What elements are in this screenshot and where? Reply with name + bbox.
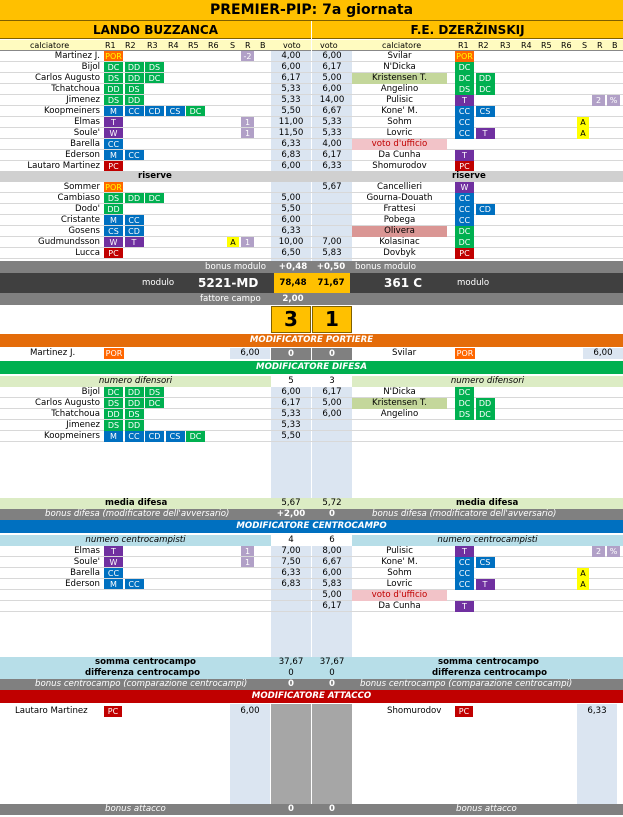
player-name: Kone' M. — [381, 106, 418, 116]
player-vote: 6,00 — [322, 568, 342, 578]
player-name: Koopmeiners — [44, 106, 100, 116]
player-vote: 5,33 — [281, 409, 301, 419]
player-name: Ederson — [65, 150, 100, 160]
role-badge: DC — [145, 73, 164, 84]
role-badge: M — [104, 215, 123, 226]
player-name: Soule' — [73, 128, 100, 138]
player-vote: 5,33 — [281, 420, 301, 430]
player-vote: 4,00 — [281, 51, 301, 61]
role-badge: PC — [104, 248, 123, 259]
player-vote: 6,50 — [281, 248, 301, 258]
role-badge: DC — [145, 193, 164, 204]
role-badge: CC — [455, 557, 474, 568]
mod-difesa-numrow: numero difensori 5 3 numero difensori — [0, 376, 623, 387]
role-badge: PC — [455, 161, 474, 172]
role-badge: T — [104, 117, 123, 128]
role-badge: DD — [125, 193, 144, 204]
role-badge: CC — [455, 215, 474, 226]
player-vote: 6,17 — [322, 150, 342, 160]
role-badge: W — [104, 128, 123, 139]
role-badge: POR — [105, 183, 122, 192]
role-badge: CC — [125, 579, 144, 590]
role-badge: POR — [105, 52, 122, 61]
player-vote: 6,17 — [322, 601, 342, 611]
role-badge: DS — [104, 95, 123, 106]
role-badge: M — [104, 106, 123, 117]
role-badge: DS — [104, 420, 123, 431]
player-vote: 6,33 — [281, 568, 301, 578]
role-badge: DC — [455, 62, 474, 73]
role-badge: DD — [104, 84, 123, 95]
mod-centro-header: MODIFICATORE CENTROCAMPO — [0, 520, 623, 533]
modulo-row: modulo 5221-MD 78,48 71,67 361 C modulo — [0, 273, 623, 293]
role-badge: DC — [455, 73, 474, 84]
role-badge: DS — [104, 73, 123, 84]
player-name: Martinez J. — [54, 51, 100, 61]
role-badge: T — [104, 546, 123, 557]
home-player-row — [0, 420, 623, 431]
bonus-modulo-row: bonus modulo +0,48 +0,50 bonus modulo — [0, 261, 623, 273]
player-vote: 5,33 — [281, 95, 301, 105]
role-badge: CC — [455, 106, 474, 117]
away-player-row — [0, 579, 623, 590]
player-name: Lovric — [386, 579, 413, 589]
player-name: N'Dicka — [383, 62, 416, 72]
player-vote: 5,83 — [322, 579, 342, 589]
role-badge: DD — [104, 409, 123, 420]
away-modulo: 361 C — [384, 276, 423, 290]
role-badge: DD — [125, 73, 144, 84]
player-vote: 5,67 — [322, 182, 342, 192]
role-badge: DD — [125, 95, 144, 106]
bonus-badge: -2 — [241, 51, 254, 62]
fattore-campo-row: fattore campo 2,00 — [0, 293, 623, 305]
player-vote: 6,17 — [322, 62, 342, 72]
player-name: Jimenez — [66, 420, 100, 430]
away-player-row — [0, 557, 623, 568]
status-s-badge: A — [577, 128, 589, 139]
player-vote: 5,00 — [322, 590, 342, 600]
role-badge: CC — [455, 579, 474, 590]
player-name: Cristante — [60, 215, 100, 225]
role-badge: DS — [145, 62, 164, 73]
role-badge: CD — [145, 106, 164, 117]
player-name: Sohm — [387, 117, 412, 127]
player-name: Tchatchoua — [51, 409, 100, 419]
player-vote: 6,00 — [322, 51, 342, 61]
media-difesa-row: media difesa 5,67 5,72 media difesa — [0, 498, 623, 509]
player-name: Kristensen T. — [352, 73, 447, 84]
role-badge: CC — [104, 139, 123, 150]
player-name: Carlos Augusto — [35, 398, 100, 408]
role-badge: DD — [125, 398, 144, 409]
role-badge: DC — [455, 387, 474, 398]
player-vote: 6,17 — [281, 398, 301, 408]
player-name: Koopmeiners — [44, 431, 100, 441]
bonus-badge: 2 — [592, 95, 605, 106]
player-vote: 6,33 — [281, 139, 301, 149]
player-name: Gourna-Douath — [366, 193, 433, 203]
player-vote — [312, 248, 352, 259]
player-name: Barella — [70, 568, 100, 578]
mod-attacco-row: Lautaro Martinez PC 6,00 Shomurodov PC 6,33 — [15, 706, 607, 716]
role-badge: DC — [186, 431, 205, 442]
away-player-row — [0, 546, 623, 557]
player-name: Carlos Augusto — [35, 73, 100, 83]
bonus-attacco-row: bonus attacco 0 0 bonus attacco — [0, 804, 623, 815]
player-vote: 6,67 — [322, 106, 342, 116]
role-badge: DC — [476, 409, 495, 420]
role-badge: DS — [455, 409, 474, 420]
player-name: Dodo' — [75, 204, 100, 214]
player-name: Pulisic — [386, 546, 413, 556]
player-vote: 5,33 — [322, 128, 342, 138]
player-name: Ederson — [65, 579, 100, 589]
player-name: Gosens — [68, 226, 100, 236]
role-badge: W — [104, 237, 123, 248]
role-badge: DC — [145, 398, 164, 409]
role-badge: CC — [125, 106, 144, 117]
role-badge: W — [104, 557, 123, 568]
player-name: Olivera — [352, 226, 447, 237]
role-badge: W — [455, 182, 474, 193]
bonus-badge: 1 — [241, 237, 254, 248]
player-vote: 6,67 — [322, 557, 342, 567]
mod-portiere-header: MODIFICATORE PORTIERE — [0, 334, 623, 347]
role-badge: T — [455, 95, 474, 106]
player-name: Sohm — [387, 568, 412, 578]
role-badge: M — [104, 579, 123, 590]
player-vote: 5,33 — [281, 84, 301, 94]
role-badge: DS — [104, 193, 123, 204]
player-name: Da Cunha — [378, 150, 421, 160]
player-name: Cancellieri — [376, 182, 423, 192]
bonus-badge: 1 — [241, 117, 254, 128]
player-vote: 6,00 — [281, 215, 301, 225]
player-name: Elmas — [74, 117, 100, 127]
player-name: Dovbyk — [383, 248, 416, 258]
player-name: Jimenez — [66, 95, 100, 105]
bonus-badge: 1 — [241, 546, 254, 557]
player-name: Bijol — [81, 387, 100, 397]
player-name: Kone' M. — [381, 557, 418, 567]
player-vote: 10,00 — [278, 237, 304, 247]
role-badge: DC — [104, 387, 123, 398]
role-badge: DC — [104, 62, 123, 73]
away-player-row — [0, 204, 623, 215]
away-player-row — [0, 106, 623, 117]
player-vote: 8,00 — [322, 546, 342, 556]
role-badge: DC — [186, 106, 205, 117]
away-player-row — [0, 62, 623, 73]
role-badge: T — [455, 150, 474, 161]
away-player-row — [0, 182, 623, 193]
player-vote: 7,00 — [281, 546, 301, 556]
role-badge: CD — [125, 226, 144, 237]
player-vote: 5,50 — [281, 204, 301, 214]
player-vote: 6,83 — [281, 150, 301, 160]
player-vote: 6,00 — [281, 161, 301, 171]
role-badge: CC — [455, 193, 474, 204]
player-name: Elmas — [74, 546, 100, 556]
role-badge: CC — [455, 117, 474, 128]
away-player-row — [0, 237, 623, 248]
away-player-row — [0, 409, 623, 420]
away-goals: 1 — [312, 306, 352, 333]
player-name: N'Dicka — [383, 387, 416, 397]
diff-centro-row: differenza centrocampo 0 0 differenza centrocampo — [0, 668, 623, 679]
away-player-row — [0, 193, 623, 204]
player-vote — [312, 204, 352, 215]
player-vote: 6,17 — [322, 387, 342, 397]
role-badge: DC — [455, 398, 474, 409]
away-player-row — [0, 226, 623, 237]
player-vote: 5,50 — [281, 431, 301, 441]
mod-portiere-row: Martinez J. POR 6,00 0 0 Svilar POR 6,00 — [0, 348, 623, 360]
player-vote-2: 5,83 — [322, 248, 342, 258]
role-badge: T — [476, 128, 495, 139]
player-vote: 5,50 — [281, 106, 301, 116]
player-name: Soule' — [73, 557, 100, 567]
role-badge: CD — [476, 204, 495, 215]
role-badge: DS — [125, 409, 144, 420]
role-badge: T — [455, 546, 474, 557]
player-vote: 6,00 — [322, 84, 342, 94]
player-vote: 14,00 — [319, 95, 345, 105]
role-badge: M — [104, 150, 123, 161]
role-badge: CS — [166, 106, 185, 117]
player-vote: 6,00 — [322, 409, 342, 419]
home-goals: 3 — [271, 306, 311, 333]
player-vote: 6,00 — [281, 62, 301, 72]
role-badge: POR — [456, 52, 473, 61]
role-badge: DC — [476, 84, 495, 95]
home-modulo: 5221-MD — [198, 276, 259, 290]
status-s-badge: A — [577, 117, 589, 128]
away-player-row — [0, 139, 623, 150]
role-badge: DD — [476, 398, 495, 409]
status-s-badge: A — [227, 237, 239, 248]
player-name: Pobega — [383, 215, 416, 225]
player-vote: 5,00 — [322, 73, 342, 83]
away-player-row — [0, 73, 623, 84]
player-name: Sommer — [63, 182, 100, 192]
player-vote: 5,00 — [322, 398, 342, 408]
player-name: Barella — [70, 139, 100, 149]
r-badge: % — [607, 546, 620, 557]
mod-centro-numrow: numero centrocampisti 4 6 numero centrocampisti — [0, 535, 623, 546]
player-name: Bijol — [81, 62, 100, 72]
player-vote — [312, 215, 352, 226]
role-badge: CS — [476, 557, 495, 568]
role-badge: CC — [125, 150, 144, 161]
away-player-row — [0, 117, 623, 128]
player-vote: 11,50 — [278, 128, 304, 138]
player-name: Kristensen T. — [352, 398, 447, 409]
player-name: Kolasinac — [379, 237, 420, 247]
role-badge: CC — [455, 568, 474, 579]
status-s-badge: A — [577, 568, 589, 579]
away-player-row — [0, 568, 623, 579]
player-name: Gudmundsson — [38, 237, 100, 247]
player-vote: 6,00 — [281, 387, 301, 397]
player-vote: 6,33 — [281, 226, 301, 236]
role-badge: DD — [104, 204, 123, 215]
player-name: Angelino — [380, 409, 419, 419]
player-vote-2: 7,00 — [322, 237, 342, 247]
role-badge: CC — [455, 128, 474, 139]
player-vote: 6,83 — [281, 579, 301, 589]
away-player-row — [0, 601, 623, 612]
somma-centro-row: somma centrocampo 37,67 37,67 somma centrocampo — [0, 657, 623, 668]
player-name: Lovric — [386, 128, 413, 138]
page-title: PREMIER-PIP: 7a giornata — [0, 0, 623, 21]
role-badge: T — [125, 237, 144, 248]
player-name: Lucca — [75, 248, 100, 258]
role-badge: PC — [104, 161, 123, 172]
player-name: Angelino — [380, 84, 419, 94]
role-badge: DD — [125, 420, 144, 431]
away-player-row — [0, 248, 623, 259]
away-player-row — [0, 215, 623, 226]
player-name: Shomurodov — [372, 161, 427, 171]
bonus-badge: 2 — [592, 546, 605, 557]
reserves-header: riserve riserve — [0, 171, 623, 182]
away-total: 71,67 — [312, 273, 350, 293]
player-vote — [312, 237, 352, 248]
away-player-row — [0, 398, 623, 409]
role-badge: DD — [125, 387, 144, 398]
away-player-row — [0, 387, 623, 398]
role-badge: CS — [476, 106, 495, 117]
home-column-header: calciatore R1 R2 R3 R4 R5 R6 S R B voto — [0, 40, 311, 51]
bonus-difesa-row: bonus difesa (modificatore dell'avversario) +2,00 0 bonus difesa (modificatore dell'avversario) — [0, 509, 623, 520]
player-name: Lautaro Martinez — [27, 161, 100, 171]
player-vote: 4,00 — [322, 139, 342, 149]
home-player-row — [0, 431, 623, 442]
away-player-row — [0, 51, 623, 62]
role-badge: PC — [455, 248, 474, 259]
player-name: voto d'ufficio — [352, 590, 447, 601]
away-player-row — [0, 590, 623, 601]
player-name: Tchatchoua — [51, 84, 100, 94]
role-badge: CC — [125, 431, 144, 442]
away-player-row — [0, 128, 623, 139]
away-column-header: voto calciatore R1 R2 R3 R4 R5 R6 S R B — [312, 40, 623, 51]
role-badge: T — [455, 601, 474, 612]
role-badge: DS — [125, 84, 144, 95]
home-team-name: LANDO BUZZANCA — [0, 21, 311, 39]
away-player-row — [0, 95, 623, 106]
role-badge: CC — [104, 568, 123, 579]
role-badge: CC — [125, 215, 144, 226]
player-name: Cambiaso — [57, 193, 100, 203]
role-badge: M — [104, 431, 123, 442]
role-badge: DD — [476, 73, 495, 84]
away-player-row — [0, 150, 623, 161]
role-badge: DC — [455, 226, 474, 237]
role-badge: CS — [166, 431, 185, 442]
bonus-badge: 1 — [241, 557, 254, 568]
bonus-centro-row: bonus centrocampo (comparazione centrocampi) 0 0 bonus centrocampo (comparazione centrocampi) — [0, 679, 623, 690]
role-badge: DS — [455, 84, 474, 95]
role-badge: DD — [125, 62, 144, 73]
role-badge: T — [476, 579, 495, 590]
role-badge: CD — [145, 431, 164, 442]
player-vote: 5,33 — [322, 117, 342, 127]
role-badge: CS — [104, 226, 123, 237]
player-vote: 6,33 — [322, 161, 342, 171]
player-name: Frattesi — [383, 204, 416, 214]
away-player-row — [0, 84, 623, 95]
player-vote: 11,00 — [278, 117, 304, 127]
player-vote: 6,17 — [281, 73, 301, 83]
role-badge: DC — [455, 237, 474, 248]
away-team-name: F.E. DZERŽINSKIJ — [312, 21, 623, 39]
mod-attacco-header: MODIFICATORE ATTACCO — [0, 690, 623, 703]
role-badge: CC — [455, 204, 474, 215]
r-badge: % — [607, 95, 620, 106]
role-badge: DS — [104, 398, 123, 409]
role-badge: DS — [145, 387, 164, 398]
player-name: Pulisic — [386, 95, 413, 105]
player-name: Da Cunha — [378, 601, 421, 611]
status-s-badge: A — [577, 579, 589, 590]
player-name: voto d'ufficio — [352, 139, 447, 150]
mod-difesa-header: MODIFICATORE DIFESA — [0, 361, 623, 374]
home-total: 78,48 — [274, 273, 312, 293]
player-vote: 7,50 — [281, 557, 301, 567]
player-vote: 5,00 — [281, 193, 301, 203]
bonus-badge: 1 — [241, 128, 254, 139]
player-vote — [312, 193, 352, 204]
player-vote — [312, 226, 352, 237]
player-name: Svilar — [387, 51, 412, 61]
